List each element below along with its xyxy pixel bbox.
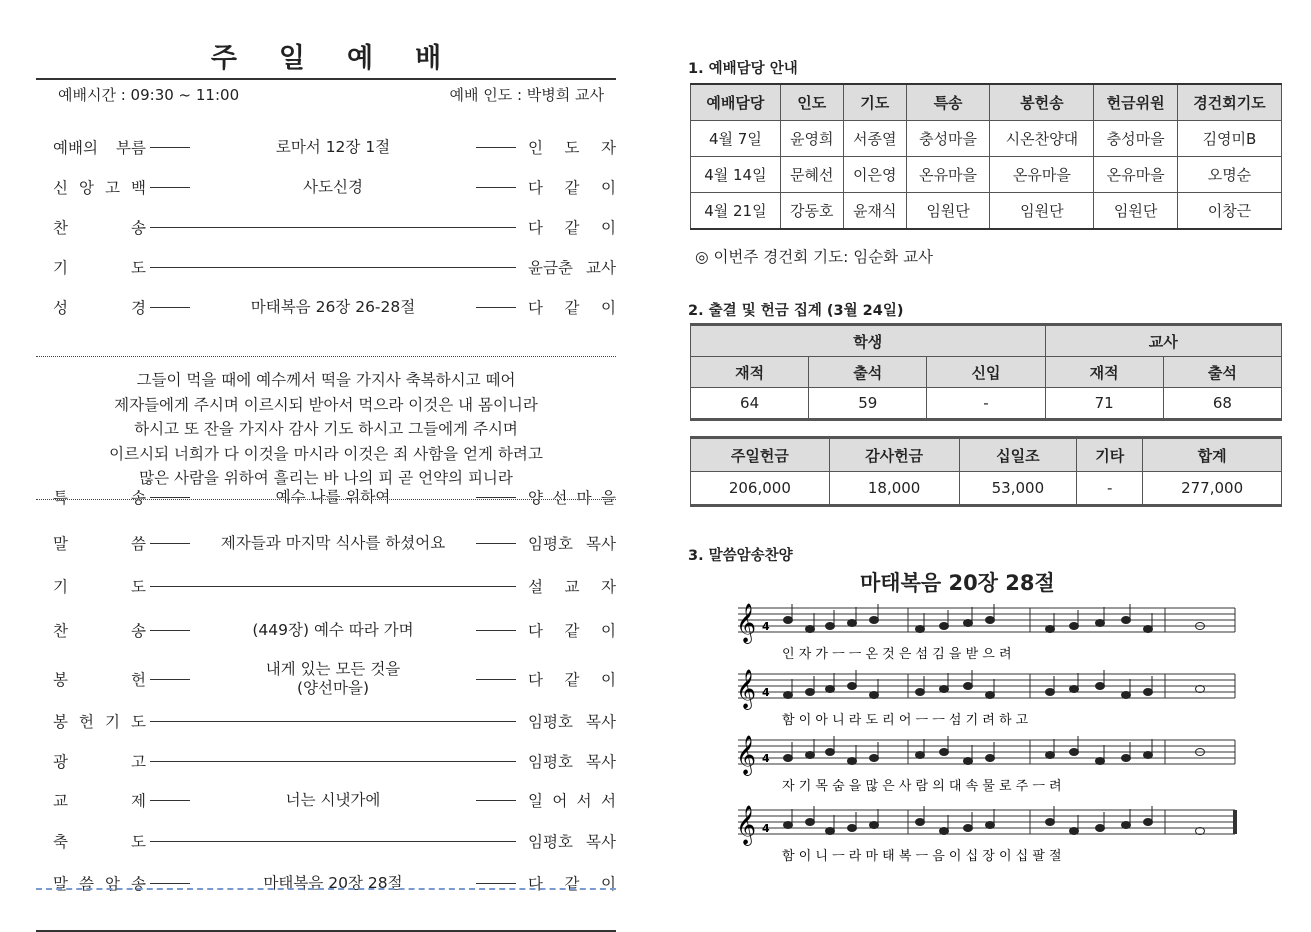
score-title: 마태복음 20장 28절	[860, 571, 1055, 595]
order-item-label: 봉 헌	[53, 671, 146, 689]
table-header: 예배담당	[691, 84, 781, 121]
table-header: 헌금위원	[1094, 84, 1178, 121]
order-item	[36, 252, 616, 282]
table-cell: 53,000	[959, 472, 1077, 506]
order-item-content: 로마서 12장 1절	[275, 137, 391, 156]
order-item-content: 마태복음 26장 26-28절	[250, 297, 416, 316]
lyrics-line: 자 기 목 숨 을 많 은 사 람 의 대 속 물 로 주 ㅡ 려	[782, 779, 1062, 794]
order-item	[36, 826, 616, 856]
order-item	[36, 615, 616, 645]
order-item-content: 너는 시냇가에	[285, 790, 381, 809]
order-item-content: (449장) 예수 따라 가며	[252, 620, 414, 639]
service-time: 예배시간 : 09:30 ~ 11:00	[58, 86, 240, 104]
svg-text:𝄞: 𝄞	[736, 603, 757, 643]
order-item	[36, 785, 616, 815]
duty-table-header	[691, 84, 1282, 121]
order-item	[36, 571, 616, 601]
order-item	[36, 212, 616, 242]
table-header: 기도	[843, 84, 906, 121]
order-item-person: 임평호 목사	[528, 833, 616, 851]
order-item-person: 일 어 서 서	[528, 792, 616, 810]
table-cell: -	[927, 388, 1045, 420]
order-item-label: 말 씀 암 송	[53, 875, 146, 893]
lyrics-line: 함 이 아 니 라 도 리 어 ㅡ ㅡ 섬 기 려 하 고	[782, 713, 1029, 728]
order-item-person: 인 도 자	[528, 139, 616, 157]
order-item-person: 임평호 목사	[528, 535, 616, 553]
order-item	[36, 868, 616, 898]
table-row: 4월 14일 문혜선 이은영 온유마을 온유마을 온유마을 오명순	[691, 157, 1282, 193]
order-item-label: 찬 송	[53, 622, 146, 640]
table-header: 주일헌금	[691, 438, 830, 472]
order-item-content: 예수 나를 위하여	[275, 487, 391, 506]
table-header: 출석	[809, 357, 927, 388]
time-row	[36, 80, 616, 110]
svg-text:4: 4	[762, 620, 770, 633]
lyrics-line: 함 이 니 ㅡ 라 마 태 복 ㅡ 음 이 십 장 이 십 팔 절	[782, 849, 1062, 864]
attendance-section-title: 2. 출결 및 헌금 집계 (3월 24일)	[688, 303, 904, 319]
svg-text:4: 4	[762, 752, 770, 765]
order-item-person: 다 같 이	[528, 299, 616, 317]
table-cell: 59	[809, 388, 927, 420]
order-item-label: 특 송	[53, 489, 146, 507]
table-header: 인도	[780, 84, 843, 121]
order-item-person: 다 같 이	[528, 179, 616, 197]
table-header: 신입	[927, 357, 1045, 388]
order-item-label: 광 고	[53, 753, 146, 771]
table-header: 합계	[1143, 438, 1282, 472]
music-score	[730, 598, 1250, 898]
table-cell: 71	[1045, 388, 1163, 420]
order-item-person: 다 같 이	[528, 219, 616, 237]
order-item-label: 봉 헌 기 도	[53, 713, 146, 731]
order-item-person: 임평호 목사	[528, 753, 616, 771]
table-cell: 64	[691, 388, 809, 420]
table-header: 감사헌금	[829, 438, 959, 472]
teacher-group: 교사	[1045, 325, 1281, 357]
table-header: 재적	[691, 357, 809, 388]
table-cell: 18,000	[829, 472, 959, 506]
svg-text:4: 4	[762, 822, 770, 835]
order-item-label: 축 도	[53, 833, 146, 851]
order-item	[36, 172, 616, 202]
table-row: 4월 7일 윤영희 서종열 충성마을 시온찬양대 충성마을 김영미B	[691, 121, 1282, 157]
order-item	[36, 746, 616, 776]
student-group: 학생	[691, 325, 1046, 357]
table-header: 십일조	[959, 438, 1077, 472]
order-item-label: 찬 송	[53, 219, 146, 237]
table-cell: 277,000	[1143, 472, 1282, 506]
svg-text:𝄞: 𝄞	[736, 805, 757, 845]
table-header: 기타	[1077, 438, 1143, 472]
table-row: 4월 21일 강동호 윤재식 임원단 임원단 임원단 이창근	[691, 193, 1282, 230]
order-item-content: 제자들과 마지막 식사를 하셨어요	[220, 533, 446, 552]
order-item-person: 다 같 이	[528, 622, 616, 640]
offering-table	[690, 436, 1282, 507]
attendance-table	[690, 323, 1282, 421]
service-order	[36, 40, 616, 893]
order-item-person: 임평호 목사	[528, 713, 616, 731]
order-item-label: 기 도	[53, 578, 146, 596]
scripture-verse: 그들이 먹을 때에 예수께서 떡을 가지사 축복하시고 떼어 제자들에게 주시며 이르시되 받아서 먹으라 이것은 내 몸이니라 하시고 또 잔을 가지사 감사 기도 하시고 그들에게 주시며 이르시되 너희가 다 이것을 마시라 이것은 죄 사함을 얻게 하려고 많은 사람을 위하여 흘리는 바 나의 피 곧 언약의 피니라	[109, 371, 543, 487]
order-item-label: 신 앙 고 백	[53, 179, 146, 197]
order-item-person: 윤금춘 교사	[528, 259, 616, 277]
table-header: 봉헌송	[990, 84, 1094, 121]
svg-text:𝄞: 𝄞	[736, 735, 757, 775]
page-title: 주일예배	[210, 43, 484, 74]
memory-section-title: 3. 말씀암송찬양	[688, 548, 793, 564]
order-item-label: 예배의 부름	[53, 139, 146, 157]
duty-section-title: 1. 예배담당 안내	[688, 61, 798, 77]
table-header: 경건회기도	[1177, 84, 1281, 121]
order-item-label: 말 씀	[53, 535, 146, 553]
order-item-person: 다 같 이	[528, 671, 616, 689]
order-item	[36, 528, 616, 558]
table-cell: 206,000	[691, 472, 830, 506]
table-cell: -	[1077, 472, 1143, 506]
order-item-person: 양 선 마 을	[528, 489, 616, 507]
order-item-content: 마태복음 20장 28절	[263, 873, 403, 892]
order-item-label: 성 경	[53, 299, 146, 317]
order-item	[36, 292, 616, 322]
service-leader: 예배 인도 : 박병희 교사	[449, 86, 604, 104]
table-header: 출석	[1163, 357, 1281, 388]
order-item-label: 교 제	[53, 792, 146, 810]
order-item	[36, 706, 616, 736]
order-item	[36, 132, 616, 162]
table-header: 재적	[1045, 357, 1163, 388]
prayer-note: ◎ 이번주 경건회 기도: 임순화 교사	[695, 248, 934, 266]
lyrics-line: 인 자 가 ㅡ ㅡ 온 것 은 섬 김 을 받 으 려	[782, 647, 1012, 662]
order-item-person: 다 같 이	[528, 875, 616, 893]
order-item-label: 기 도	[53, 259, 146, 277]
order-item-content: 내게 있는 모든 것을 (양선마을)	[265, 660, 401, 697]
order-item	[36, 660, 616, 697]
svg-text:𝄞: 𝄞	[736, 669, 757, 709]
table-cell: 68	[1163, 388, 1281, 420]
order-item-person: 설 교 자	[528, 578, 616, 596]
svg-text:4: 4	[762, 686, 770, 699]
order-item-content: 사도신경	[303, 177, 363, 196]
duty-table	[690, 83, 1282, 230]
table-header: 특송	[906, 84, 990, 121]
